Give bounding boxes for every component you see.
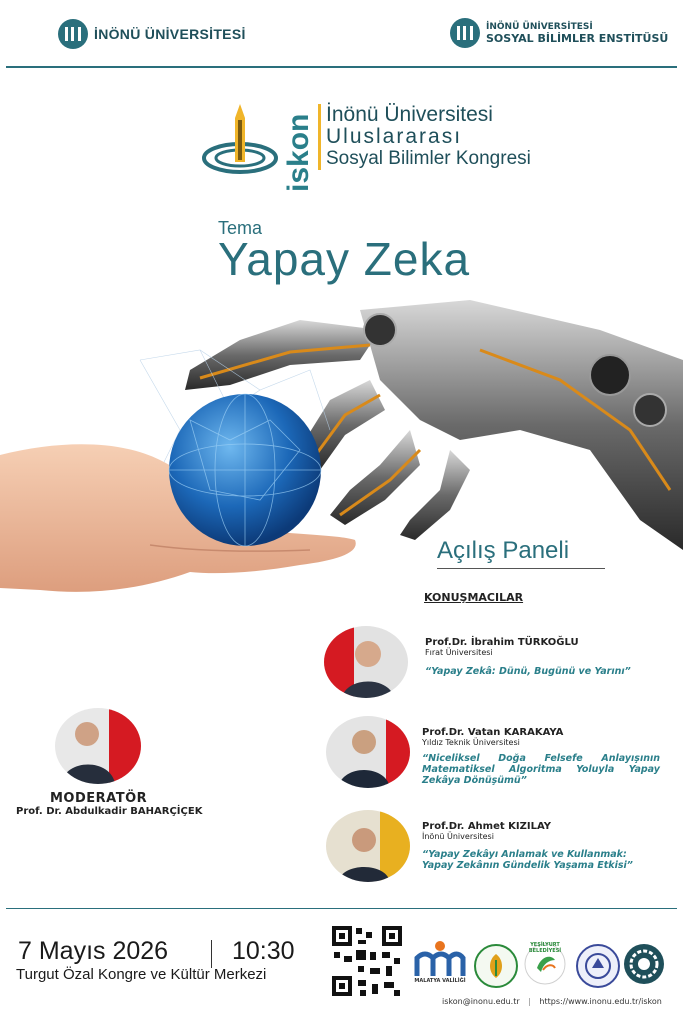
footer-email[interactable]: iskon@inonu.edu.tr	[442, 997, 520, 1006]
speaker-3-name: Prof.Dr. Ahmet KIZILAY	[422, 821, 551, 832]
institute-line2: SOSYAL BİLİMLER ENSTİTÜSÜ	[486, 31, 669, 45]
panel-title-underline	[437, 568, 605, 569]
moderator-photo	[55, 708, 141, 784]
event-venue: Turgut Özal Kongre ve Kültür Merkezi	[16, 966, 267, 983]
speaker-2-talk: “Niceliksel Doğa Felsefe Anlayışının Matematiksel Algoritma Yoluyla Yapay Zekâya Dönüşümü”	[422, 753, 660, 786]
speaker-3-info	[422, 821, 660, 871]
header-university-name: İNÖNÜ ÜNİVERSİTESİ	[94, 26, 246, 42]
speakers-label: KONUŞMACILAR	[424, 591, 524, 604]
congress-title-block	[318, 104, 531, 170]
speaker-1-name: Prof.Dr. İbrahim TÜRKOĞLU	[425, 637, 579, 648]
speaker-1-photo	[324, 626, 408, 698]
date-time-separator	[211, 940, 212, 968]
qr-code-icon	[330, 924, 404, 998]
partner-logo-5	[624, 944, 664, 984]
event-date: 7 Mayıs 2026	[18, 937, 169, 965]
qr-code[interactable]	[330, 924, 404, 998]
speaker-3-talk: “Yapay Zekâyı Anlamak ve Kullanmak: Yapay Zekânın Gündelik Yaşama Etkisi”	[422, 849, 633, 871]
partner-logo-2	[474, 944, 518, 988]
moderator-title: MODERATÖR	[50, 791, 148, 806]
iskon-logo-word: iskon	[282, 113, 315, 192]
speaker-2-university: Yıldız Teknik Üniversitesi	[422, 738, 520, 747]
institute-line1: İNÖNÜ ÜNİVERSİTESİ	[486, 21, 593, 32]
malatya-logo-text: MALATYA VALİLİĞİ	[414, 978, 466, 984]
header-institute-logo	[450, 18, 668, 48]
malatya-valiligi-logo	[413, 938, 467, 988]
speaker-2-info	[422, 727, 660, 786]
footer-contact	[442, 997, 662, 1006]
theme-label: Tema	[218, 218, 263, 238]
yesilyurt-logo-text: YEŞİLYURT BELEDİYESİ	[528, 942, 562, 954]
hero-illustration	[0, 290, 683, 600]
speaker-2-photo	[326, 716, 410, 788]
yesilyurt-belediyesi-logo	[521, 938, 569, 988]
speaker-1-university: Fırat Üniversitesi	[425, 648, 493, 657]
moderator-name: Prof. Dr. Abdulkadir BAHARÇİÇEK	[16, 806, 203, 817]
header-university-logo	[58, 19, 246, 49]
university-seal-icon	[58, 19, 88, 49]
globe-icon	[169, 394, 321, 546]
event-time: 10:30	[232, 937, 295, 965]
speaker-1-talk: “Yapay Zekâ: Dünü, Bugünü ve Yarını”	[425, 666, 631, 677]
congress-line2: Uluslararası	[326, 125, 463, 148]
partner-logo-4	[576, 944, 620, 988]
header-divider	[6, 66, 677, 68]
panel-title: Açılış Paneli	[437, 537, 570, 564]
congress-line1: İnönü Üniversitesi	[326, 103, 493, 126]
footer-divider	[6, 908, 677, 909]
speaker-3-photo	[326, 810, 410, 882]
footer-website[interactable]: https://www.inonu.edu.tr/iskon	[539, 997, 662, 1006]
institute-seal-icon	[450, 18, 480, 48]
congress-line3: Sosyal Bilimler Kongresi	[326, 148, 531, 169]
theme-title: Yapay Zeka	[218, 233, 471, 285]
footer-separator: |	[528, 997, 531, 1006]
congress-emblem	[202, 100, 282, 185]
speaker-1-info	[425, 637, 665, 677]
speaker-2-name: Prof.Dr. Vatan KARAKAYA	[422, 727, 564, 738]
pen-swoosh-icon	[202, 100, 282, 185]
speaker-3-university: İnönü Üniversitesi	[422, 832, 494, 841]
